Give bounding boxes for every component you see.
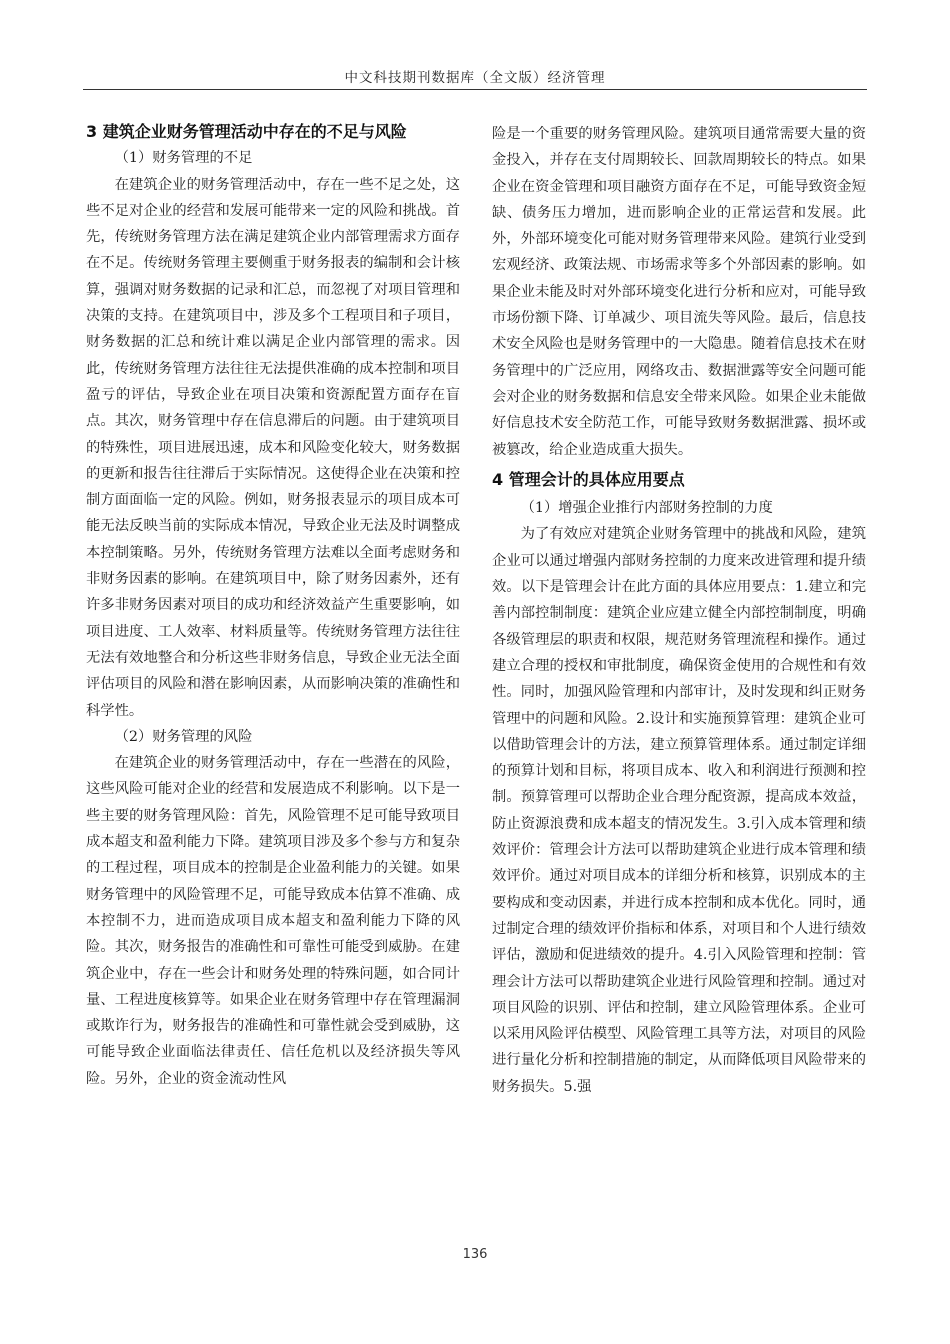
subsection-4-1-heading: （1）增强企业推行内部财务控制的力度 <box>520 500 773 517</box>
paragraph-internal-control: 为了有效应对建筑企业财务管理中的挑战和风险，建筑企业可以通过增强内部财务控制的力度来改进管理和提升绩效。以下是管理会计在此方面的具体应用要点：1.建立和完善内部控制制度：建筑企业应建立健全内部控制制度，明确各级管理层的职责和权限，规范财务管理流程和操作。通过建立合理的授权和审批制度，确保资金使用的合规性和有效性。同时，加强风险管理和内部审计，及时发现和纠正财务管理中的问题和风险。2.设计和实施预算管理：建筑企业可以借助管理会计的方法，建立预算管理体系。通过制定详细的预算计划和目标，将项目成本、收入和利润进行预测和控制。预算管理可以帮助企业合理分配资源，提高成本效益，防止资源浪费和成本超支的情况发生。3.引入成本管理和绩效评价：管理会计方法可以帮助建筑企业进行成本管理和绩效评价。通过对项目成本的详细分析和核算，识别成本的主要构成和变动因素，并进行成本控制和成本优化。同时，通过制定合理的绩效评价指标和体系，对项目和个人进行绩效评估，激励和促进绩效的提升。4.引入风险管理和控制：管理会计方法可以帮助建筑企业进行风险管理和控制。通过对项目风险的识别、评估和控制，建立风险管理体系。企业可以采用风险评估模型、风险管理工具等方法，对项目的风险进行量化分析和控制措施的制定，从而降低项目风险带来的财务损失。5.强 <box>492 526 866 1095</box>
paragraph-risks: 在建筑企业的财务管理活动中，存在一些潜在的风险，这些风险可能对企业的经营和发展造成不利影响。以下是一些主要的财务管理风险：首先，风险管理不足可能导致项目成本超支和盈利能力下降。建筑项目涉及多个参与方和复杂的工程过程，项目成本的控制是企业盈利能力的关键。如果财务管理中的风险管理不足，可能导致成本估算不准确、成本控制不力，进而造成项目成本超支和盈利能力下降的风险。其次，财务报告的准确性和可靠性可能受到威胁。在建筑企业中，存在一些会计和财务处理的特殊问题，如合同计量、工程进度核算等。如果企业在财务管理中存在管理漏洞或欺诈行为，财务报告的准确性和可靠性就会受到威胁，这可能导致企业面临法律责任、信任危机以及经济损失等风险。另外，企业的资金流动性风 <box>86 755 460 1087</box>
section-3-heading: 3 建筑企业财务管理活动中存在的不足与风险 <box>86 122 407 141</box>
right-column <box>492 121 866 1100</box>
left-column <box>86 120 460 1092</box>
paragraph-shortcomings: 在建筑企业的财务管理活动中，存在一些不足之处，这些不足对企业的经营和发展可能带来一定的风险和挑战。首先，传统财务管理方法在满足建筑企业内部管理需求方面存在不足。传统财务管理主要侧重于财务报表的编制和会计核算，强调对财务数据的记录和汇总，而忽视了对项目管理和决策的支持。在建筑项目中，涉及多个工程项目和子项目，财务数据的汇总和统计难以满足企业内部管理的需求。因此，传统财务管理方法往往无法提供准确的成本控制和项目盈亏的评估，导致企业在项目决策和资源配置方面存在盲点。其次，财务管理中存在信息滞后的问题。由于建筑项目的特殊性，项目进展迅速，成本和风险变化较大，财务数据的更新和报告往往滞后于实际情况。这使得企业在决策和控制方面面临一定的风险。例如，财务报表显示的项目成本可能无法反映当前的实际成本情况，导致企业无法及时调整成本控制策略。另外，传统财务管理方法难以全面考虑财务和非财务因素的影响。在建筑项目中，除了财务因素外，还有许多非财务因素对项目的成功和经济效益产生重要影响，如项目进度、工人效率、材料质量等。传统财务管理方法往往无法有效地整合和分析这些非财务信息，导致企业无法全面评估项目的风险和潜在影响因素，从而影响决策的准确性和科学性。 <box>86 176 460 719</box>
subsection-2-heading: （2）财务管理的风险 <box>114 728 253 745</box>
header-divider <box>83 89 867 90</box>
subsection-1-heading: （1）财务管理的不足 <box>114 150 253 167</box>
journal-header: 中文科技期刊数据库（全文版）经济管理 <box>344 70 606 86</box>
section-4-heading: 4 管理会计的具体应用要点 <box>492 469 685 489</box>
paragraph-risks-continued: 险是一个重要的财务管理风险。建筑项目通常需要大量的资金投入，并存在支付周期较长、回款周期较长的特点。如果企业在资金管理和项目融资方面存在不足，可能导致资金短缺、债务压力增加，进而影响企业的正常运营和发展。此外，外部环境变化可能对财务管理带来风险。建筑行业受到宏观经济、政策法规、市场需求等多个外部因素的影响。如果企业未能及时对外部环境变化进行分析和应对，可能导致市场份额下降、订单减少、项目流失等风险。最后，信息技术安全风险也是财务管理中的一大隐患。随着信息技术在财务管理中的广泛应用，网络攻击、数据泄露等安全问题可能会对企业的财务数据和信息安全带来风险。如果企业未能做好信息技术安全防范工作，可能导致财务数据泄露、损坏或被篡改，给企业造成重大损失。 <box>492 126 866 458</box>
page-number: 136 <box>462 1247 488 1262</box>
